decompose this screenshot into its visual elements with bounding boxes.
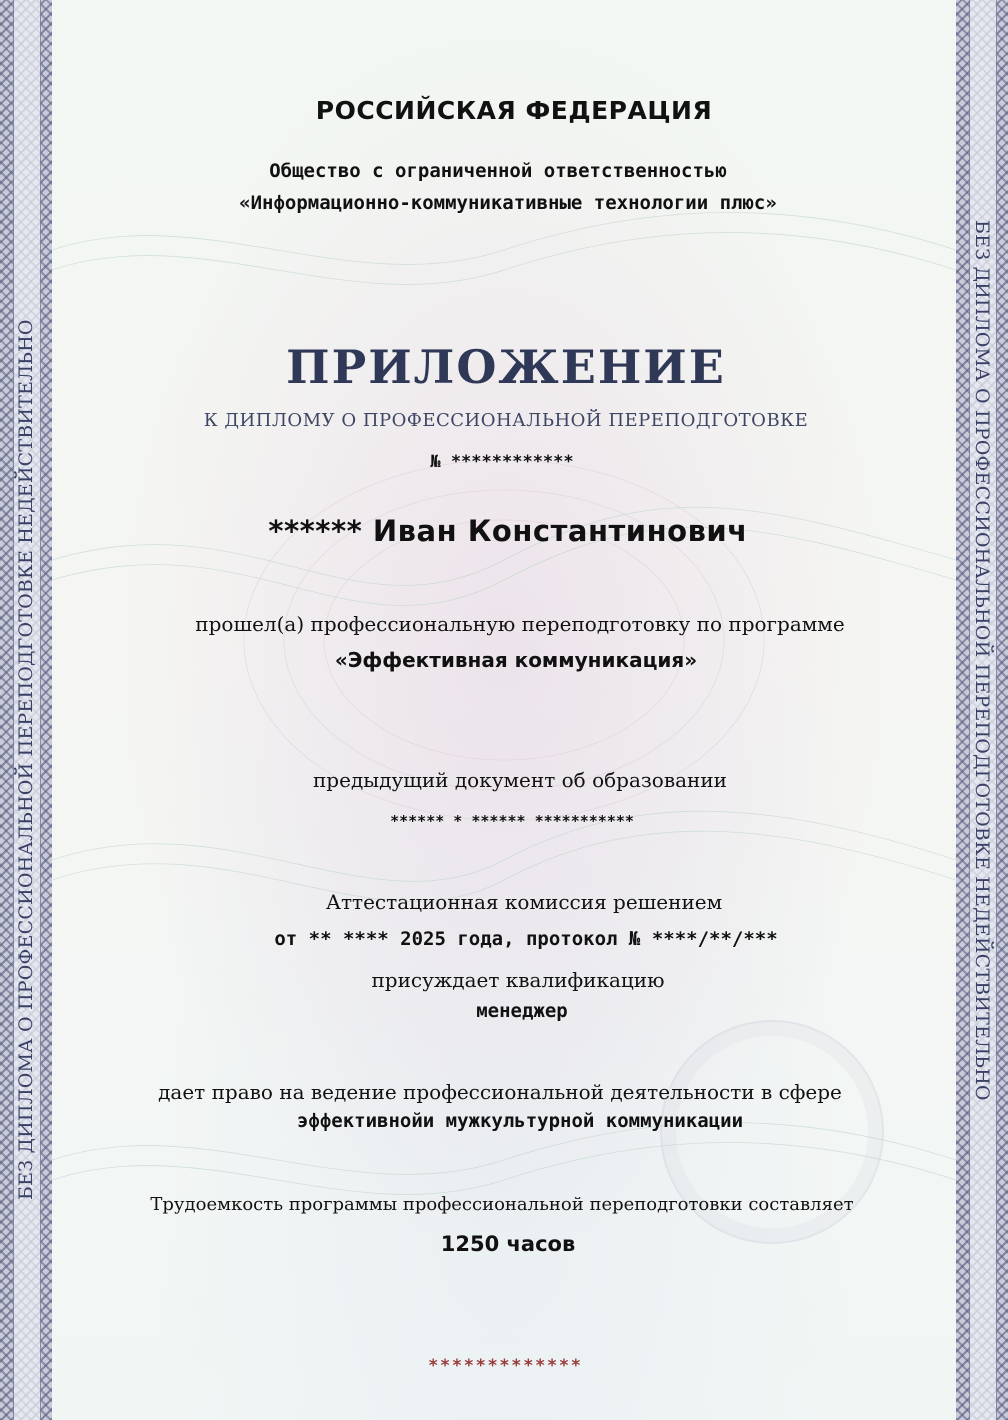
commission-decision: от ** **** 2025 года, протокол № ****/**/*** <box>274 928 778 950</box>
organization-name: «Информационно-коммуникативные технологии плюс» <box>239 192 777 214</box>
right-border-text: БЕЗ ДИПЛОМА О ПРОФЕССИОНАЛЬНОЙ ПЕРЕПОДГОТОВКЕ НЕДЕЙСТВИТЕЛЬНО <box>971 220 993 1101</box>
document-title: ПРИЛОЖЕНИЕ <box>286 340 726 394</box>
professional-right-value: эффективнойи мужкультурной коммуникации <box>296 1110 744 1132</box>
left-border-text: БЕЗ ДИПЛОМА О ПРОФЕССИОНАЛЬНОЙ ПЕРЕПОДГОТОВКЕ НЕДЕЙСТВИТЕЛЬНО <box>15 319 37 1200</box>
program-name: «Эффективная коммуникация» <box>334 648 698 672</box>
country-heading: РОССИЙСКАЯ ФЕДЕРАЦИЯ <box>315 96 713 125</box>
recipient-name: ****** Иван Константинович <box>268 514 748 548</box>
series-number: ************* <box>428 1356 584 1376</box>
left-guilloche-border <box>0 0 52 1420</box>
workload-value: 1250 часов <box>440 1232 576 1256</box>
document-number: № ************ <box>430 452 574 472</box>
qualification-label: присуждает квалификацию <box>371 968 665 992</box>
right-guilloche-border <box>956 0 1008 1420</box>
document-content <box>52 0 956 1420</box>
previous-education-value: ****** * ****** *********** <box>390 812 634 830</box>
workload-label: Трудоемкость программы профессиональной переподготовки составляет <box>150 1194 854 1215</box>
organization-type: Общество с ограниченной ответственностью <box>269 160 727 182</box>
commission-label: Аттестационная комиссия решением <box>325 890 723 914</box>
document-subtitle: К ДИПЛОМУ О ПРОФЕССИОНАЛЬНОЙ ПЕРЕПОДГОТОВКЕ <box>203 410 809 431</box>
previous-education-label: предыдущий документ об образовании <box>312 768 728 792</box>
professional-right-label: дает право на ведение профессиональной деятельности в сфере <box>158 1080 842 1104</box>
qualification-value: менеджер <box>476 1000 568 1022</box>
program-intro-text: прошел(а) профессиональную переподготовку по программе <box>195 612 845 636</box>
